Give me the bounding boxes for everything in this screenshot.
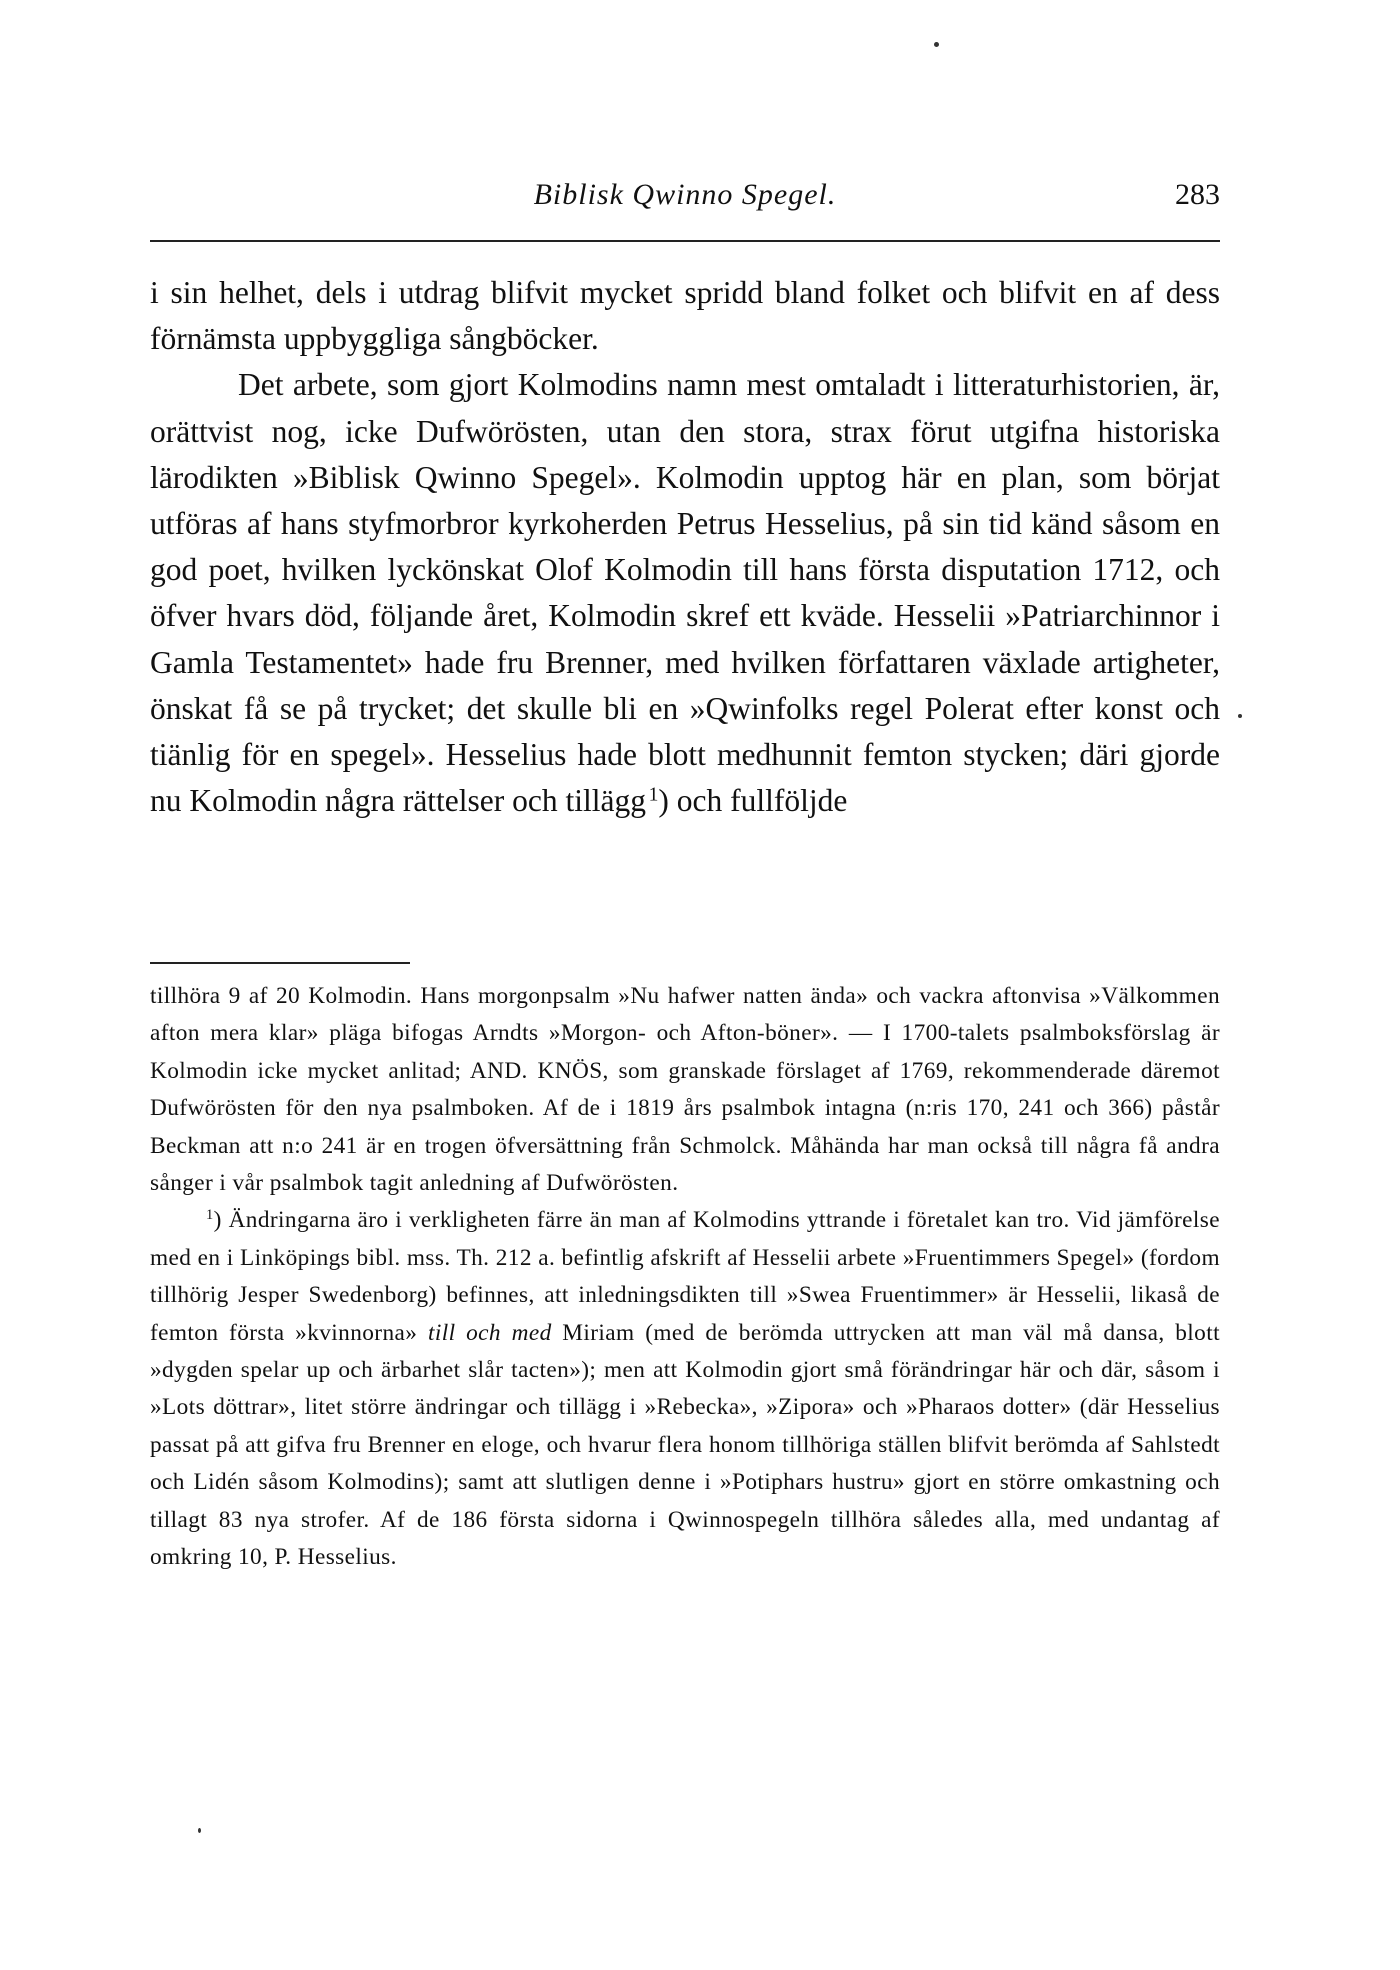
footnote-reference: 1 (648, 784, 659, 806)
footnote-continued: tillhöra 9 af 20 Kolmodin. Hans morgonpsalm »Nu hafwer natten ända» och vackra aftonvisa »Välkommen afton mera klar» pläga bifogas Arndts »Morgon- och Afton-böner». — I 1700-talets psalmboksförslag är Kolmodin icke mycket anlitad; AND. KNÖS, som granskade förslaget af 1769, rekommenderade däremot Dufwörösten för den nya psalmboken. Af de i 1819 års psalmbok intagna (n:ris 170, 241 och 366) påstår Beckman att n:o 241 är en trogen öfversättning från Schmolck. Måhända har man också till några få andra sånger i vår psalmbok tagit anledning af Dufwörösten. (150, 983, 1220, 1197)
footnote-marker: 1 (206, 1207, 214, 1224)
paragraph-kolmodin-spegel (150, 362, 1220, 824)
paragraph-text: Det arbete, som gjort Kolmodins namn mest omtaladt i litteraturhistorien, är, orättvist nog, icke Dufwörösten, utan den stora, strax förut utgifna historiska lärodikten »Biblisk Qwinno Spegel». Kolmodin upptog här en plan, som börjat utföras af hans styfmorbror kyrkoherden Petrus Hesselius, på sin tid känd såsom en god poet, hvilken lyckönskat Olof Kolmodin till hans första disputation 1712, och öfver hvars död, följande året, Kolmodin skref ett kväde. Hesselii »Patriarchinnor i Gamla Testamentet» hade fru Brenner, med hvilken författaren växlade artigheter, önskat få se på trycket; det skulle bli en »Qwinfolks regel Polerat efter konst och tiänlig för en spegel». Hesselius hade blott medhunnit femton stycken; däri gjorde nu Kolmodin några rättelser och tillägg (150, 367, 1220, 819)
paragraph-continued: i sin helhet, dels i utdrag blifvit mycket spridd bland folket och blifvit en af dess förnämsta uppbyggliga sångböcker. (150, 275, 1220, 357)
page-number: 283 (1175, 178, 1220, 211)
scan-speck (198, 1828, 201, 1833)
footnote-separator (150, 962, 410, 964)
running-head (150, 178, 1220, 222)
main-text (150, 270, 1220, 824)
paragraph-text-end: ) och fullföljde (658, 783, 848, 819)
footnote-1 (150, 1202, 1220, 1576)
running-title: Biblisk Qwinno Spegel. (533, 178, 837, 211)
scan-speck (1238, 714, 1242, 718)
footnote-text: ) Ändringarna äro i verkligheten färre än man af Kolmodins yttrande i företalet kan tro. Vid jämförelse med en i Linköpings bibl. mss. Th. 212 a. befintlig afskrift af Hesselii arbete »Fruentimmers Spegel» (fordom tillhörig Jesper Swedenborg) befinnes, att inledningsdikten till »Swea Fruentimmer» är Hesselii, likaså de femton första »kvinnorna» (150, 1207, 1220, 1346)
header-rule (150, 240, 1220, 242)
footnote-italic: till och med (427, 1319, 552, 1346)
footnote-text-end: Miriam (med de berömda uttrycken att man väl må dansa, blott »dygden spelar up och ärbarhet slår tacten»); men att Kolmodin gjort små förändringar här och där, såsom i »Lots döttrar», litet större ändringar och tillägg i »Rebecka», »Zipora» och »Pharaos dotter» (där Hesselius passat på att gifva fru Brenner en eloge, och hvarur flera honom tillhöriga ställen blifvit berömda af Sahlstedt och Lidén såsom Kolmodins); samt att slutligen denne i »Potiphars hustru» gjort en större omkastning och tillagt 83 nya strofer. Af de 186 första sidorna i Qwinnospegeln tillhöra således alla, med undantag af omkring 10, P. Hesselius. (150, 1319, 1220, 1571)
scan-speck (934, 42, 939, 47)
footnotes (150, 978, 1220, 1577)
